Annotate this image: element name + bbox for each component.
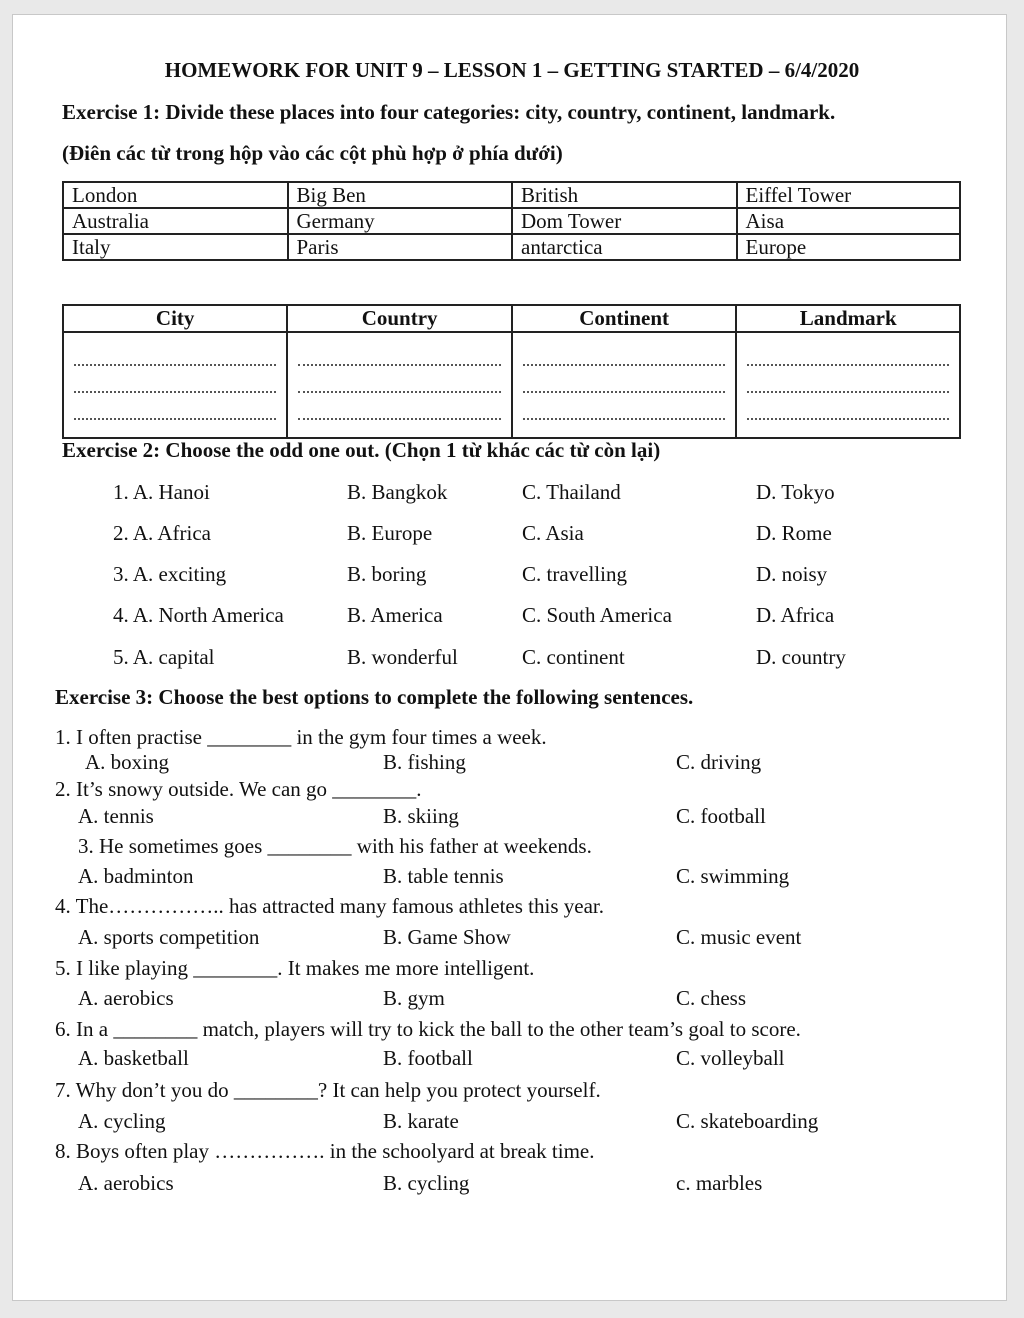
question-text: 8. Boys often play ……………. in the schoolyard at break time. xyxy=(55,1139,595,1163)
answer-option-b: B. fishing xyxy=(383,750,466,774)
page-title: HOMEWORK FOR UNIT 9 – LESSON 1 – GETTING STARTED – 6/4/2020 xyxy=(164,58,860,82)
answer-option-c: C. football xyxy=(676,804,766,828)
dotted-line xyxy=(747,340,949,366)
question-text: 3. He sometimes goes ________ with his father at weekends. xyxy=(78,834,592,858)
ex2-option-b: B. boring xyxy=(347,562,427,586)
answer-option-c: C. skateboarding xyxy=(676,1109,819,1133)
answer-option-c: C. swimming xyxy=(676,864,790,888)
answer-option-c: C. volleyball xyxy=(676,1046,785,1070)
exercise2-heading: Exercise 2: Choose the odd one out. (Chọn 1 từ khác các từ còn lại) xyxy=(62,438,661,462)
ex2-option-c: C. travelling xyxy=(522,562,627,586)
ex2-option-a: 2. A. Africa xyxy=(113,521,211,545)
dotted-line xyxy=(298,394,501,420)
ex2-option-b: B. America xyxy=(347,603,443,627)
ex2-option-d: D. Tokyo xyxy=(756,480,835,504)
dotted-line xyxy=(523,367,726,393)
word-cell: Aisa xyxy=(737,208,960,234)
answer-option-c: C. music event xyxy=(676,925,802,949)
dotted-line xyxy=(523,394,726,420)
answer-cell-country[interactable] xyxy=(287,332,512,438)
answer-option-b: B. gym xyxy=(383,986,445,1010)
answer-option-c: c. marbles xyxy=(676,1171,763,1195)
word-cell: antarctica xyxy=(512,234,737,260)
ex2-option-d: D. noisy xyxy=(756,562,828,586)
dotted-line xyxy=(74,340,276,366)
dotted-line xyxy=(74,367,276,393)
table-row xyxy=(63,234,960,260)
column-header-landmark: Landmark xyxy=(736,305,960,332)
answer-cell-city[interactable] xyxy=(63,332,287,438)
table-row xyxy=(63,332,960,438)
answer-option-a: A. badminton xyxy=(78,864,194,888)
table-row xyxy=(63,208,960,234)
answer-option-b: B. table tennis xyxy=(383,864,504,888)
ex2-option-c: C. continent xyxy=(522,645,625,669)
ex2-option-a: 3. A. exciting xyxy=(113,562,227,586)
question-text: 5. I like playing ________. It makes me more intelligent. xyxy=(55,956,535,980)
word-cell: Paris xyxy=(288,234,513,260)
question-text: 4. The…………….. has attracted many famous athletes this year. xyxy=(55,894,604,918)
word-cell: London xyxy=(63,182,288,208)
answer-option-a: A. boxing xyxy=(85,750,169,774)
answer-option-a: A. cycling xyxy=(78,1109,166,1133)
ex2-option-c: C. Asia xyxy=(522,521,584,545)
question-text: 7. Why don’t you do ________? It can help you protect yourself. xyxy=(55,1078,601,1102)
word-cell: Australia xyxy=(63,208,288,234)
ex2-option-d: D. Africa xyxy=(756,603,835,627)
ex2-option-d: D. Rome xyxy=(756,521,832,545)
ex2-option-a: 5. A. capital xyxy=(113,645,215,669)
answer-option-b: B. cycling xyxy=(383,1171,470,1195)
word-cell: Dom Tower xyxy=(512,208,737,234)
dotted-line xyxy=(747,367,949,393)
word-cell: Europe xyxy=(737,234,960,260)
answer-option-c: C. driving xyxy=(676,750,762,774)
dotted-line xyxy=(523,340,726,366)
question-text: 6. In a ________ match, players will try to kick the ball to the other team’s goal to score. xyxy=(55,1017,801,1041)
ex2-option-b: B. Bangkok xyxy=(347,480,448,504)
category-table xyxy=(62,304,961,439)
exercise3-heading: Exercise 3: Choose the best options to complete the following sentences. xyxy=(55,685,694,709)
column-header-continent: Continent xyxy=(512,305,737,332)
answer-cell-landmark[interactable] xyxy=(736,332,960,438)
answer-option-a: A. aerobics xyxy=(78,986,174,1010)
table-header-row xyxy=(63,305,960,332)
dotted-line xyxy=(298,367,501,393)
ex2-option-c: C. Thailand xyxy=(522,480,621,504)
dotted-line xyxy=(298,340,501,366)
answer-option-a: A. sports competition xyxy=(78,925,260,949)
table-row xyxy=(63,182,960,208)
word-cell: Italy xyxy=(63,234,288,260)
column-header-city: City xyxy=(63,305,287,332)
answer-option-b: B. football xyxy=(383,1046,473,1070)
exercise1-subheading: (Điên các từ trong hộp vào các cột phù hợp ở phía dưới) xyxy=(62,141,563,165)
ex2-option-a: 4. A. North America xyxy=(113,603,284,627)
ex2-option-d: D. country xyxy=(756,645,846,669)
answer-option-c: C. chess xyxy=(676,986,746,1010)
ex2-option-a: 1. A. Hanoi xyxy=(113,480,210,504)
answer-cell-continent[interactable] xyxy=(512,332,737,438)
word-cell: Germany xyxy=(288,208,513,234)
word-cell: Eiffel Tower xyxy=(737,182,960,208)
column-header-country: Country xyxy=(287,305,512,332)
answer-option-a: A. tennis xyxy=(78,804,154,828)
question-text: 2. It’s snowy outside. We can go ________. xyxy=(55,777,422,801)
answer-option-b: B. karate xyxy=(383,1109,459,1133)
ex2-option-c: C. South America xyxy=(522,603,672,627)
word-cell: Big Ben xyxy=(288,182,513,208)
answer-option-a: A. aerobics xyxy=(78,1171,174,1195)
answer-option-b: B. Game Show xyxy=(383,925,511,949)
dotted-line xyxy=(747,394,949,420)
word-box-table xyxy=(62,181,961,261)
dotted-line xyxy=(74,394,276,420)
ex2-option-b: B. wonderful xyxy=(347,645,458,669)
exercise1-heading: Exercise 1: Divide these places into four categories: city, country, continent, landmark. xyxy=(62,100,836,124)
question-text: 1. I often practise ________ in the gym four times a week. xyxy=(55,725,547,749)
answer-option-a: A. basketball xyxy=(78,1046,189,1070)
word-cell: British xyxy=(512,182,737,208)
ex2-option-b: B. Europe xyxy=(347,521,433,545)
answer-option-b: B. skiing xyxy=(383,804,459,828)
